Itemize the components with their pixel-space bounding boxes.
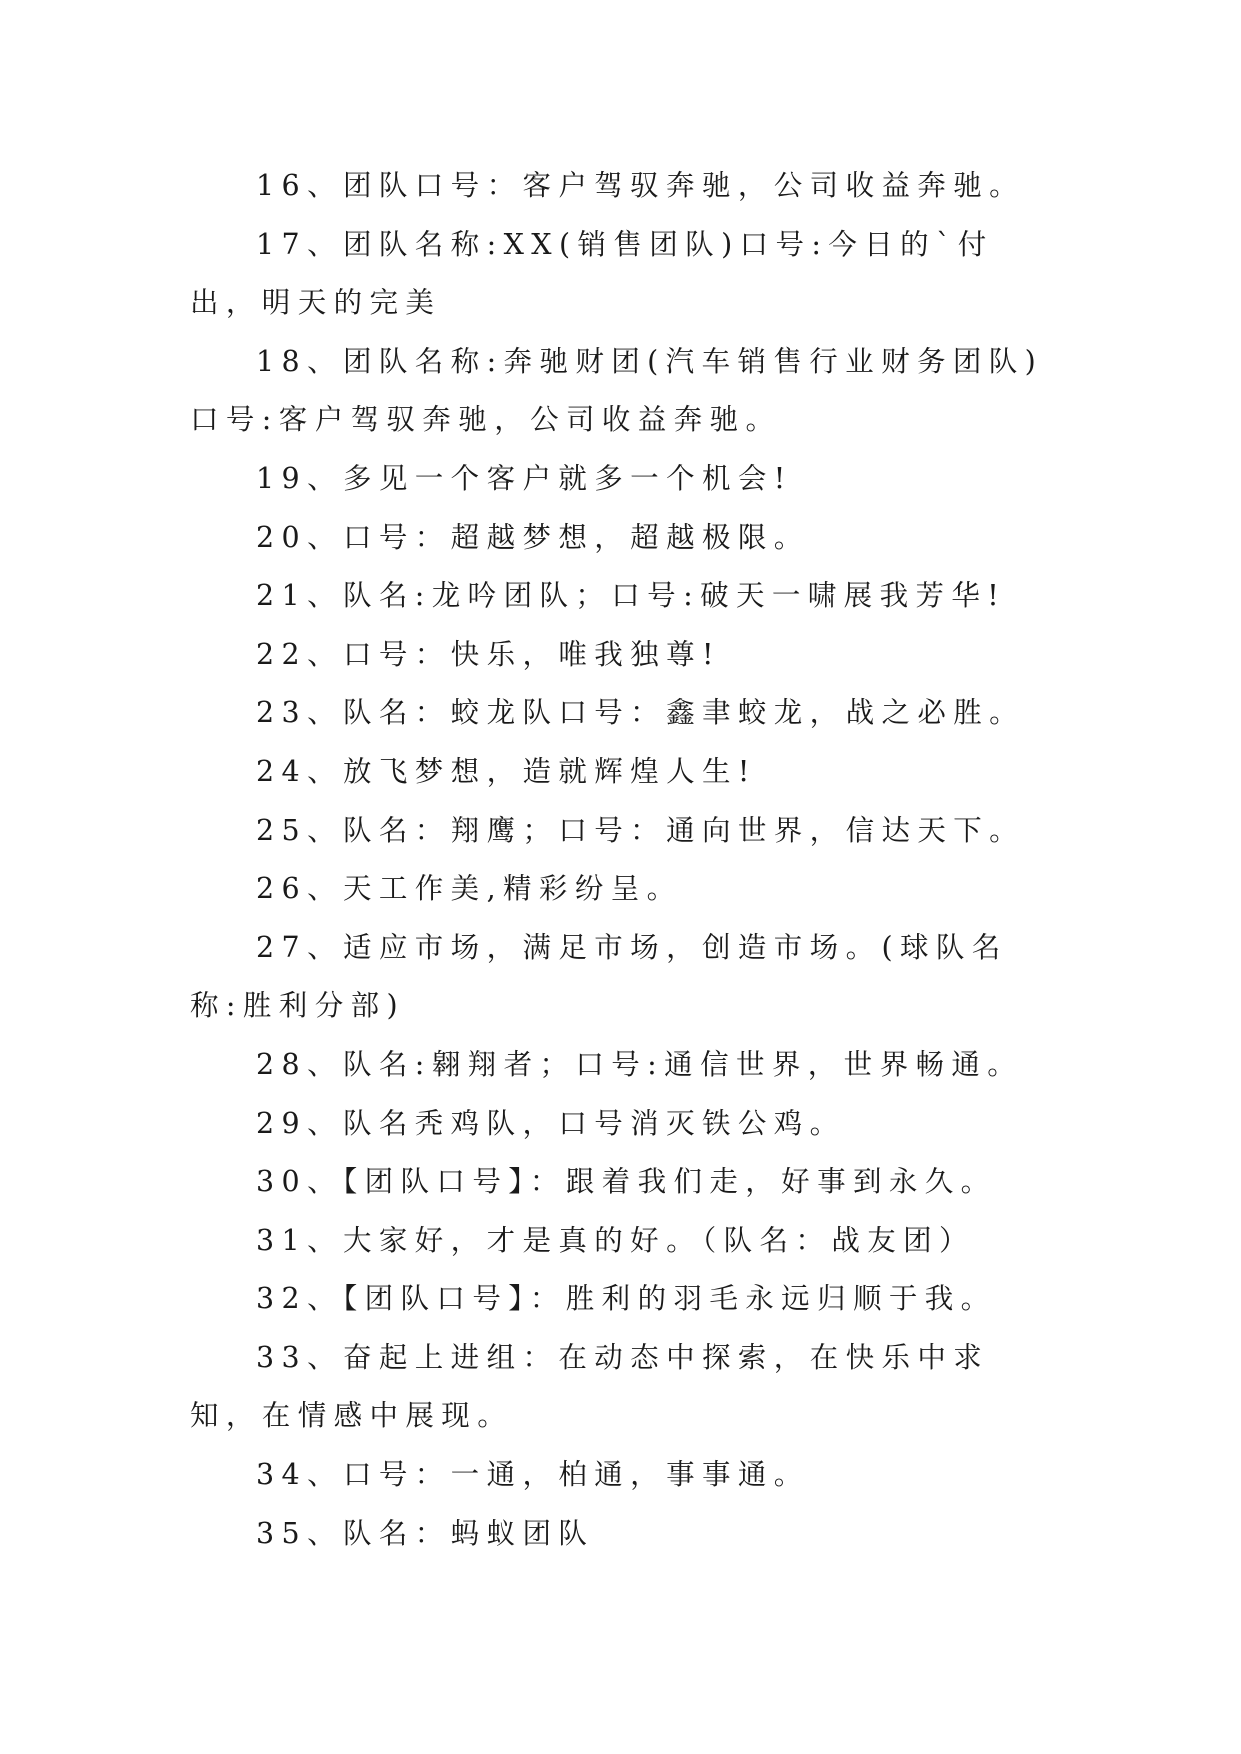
paragraph-item-29: 29、队名秃鸡队，口号消灭铁公鸡。 <box>256 1106 846 1140</box>
paragraph-item-17: 17、团队名称:XX(销售团队)口号:今日的`付出，明天的完美 <box>190 227 994 320</box>
paragraph-item-21: 21、队名:龙吟团队；口号:破天一啸展我芳华! <box>256 579 1007 613</box>
paragraph-item-31: 31、大家好，才是真的好。（队名：战友团） <box>256 1223 975 1257</box>
document-body <box>190 157 1058 1563</box>
paragraph-item-22: 22、口号：快乐，唯我独尊! <box>256 637 721 671</box>
paragraph-item-30: 30、【团队口号】：跟着我们走，好事到永久。 <box>256 1165 997 1199</box>
paragraph-item-35: 35、队名：蚂蚁团队 <box>256 1516 595 1550</box>
paragraph-item-24: 24、放飞梦想，造就辉煌人生! <box>256 754 757 788</box>
paragraph-item-33: 33、奋起上进组：在动态中探索，在快乐中求知，在情感中展现。 <box>190 1340 990 1433</box>
paragraph-item-26: 26、天工作美,精彩纷呈。 <box>256 872 683 906</box>
paragraph-item-16: 16、团队口号：客户驾驭奔驰，公司收益奔驰。 <box>256 169 1026 202</box>
paragraph-item-27: 27、适应市场，满足市场，创造市场。(球队名称:胜利分部) <box>190 930 1008 1023</box>
paragraph-item-19: 19、多见一个客户就多一个机会! <box>256 461 793 495</box>
paragraph-item-25: 25、队名：翔鹰；口号：通向世界，信达天下。 <box>256 813 1026 847</box>
paragraph-item-28: 28、队名:翱翔者；口号:通信世界，世界畅通。 <box>256 1047 1024 1081</box>
paragraph-item-32: 32、【团队口号】：胜利的羽毛永远归顺于我。 <box>256 1282 997 1316</box>
paragraph-item-18: 18、团队名称:奔驰财团(汽车销售行业财务团队)口号:客户驾驭奔驰，公司收益奔驰。 <box>190 344 1044 437</box>
paragraph-item-23: 23、队名：蛟龙队口号：鑫聿蛟龙，战之必胜。 <box>256 696 1026 730</box>
paragraph-item-20: 20、口号：超越梦想，超越极限。 <box>256 520 810 554</box>
paragraph-item-34: 34、口号：一通，柏通，事事通。 <box>256 1458 810 1492</box>
